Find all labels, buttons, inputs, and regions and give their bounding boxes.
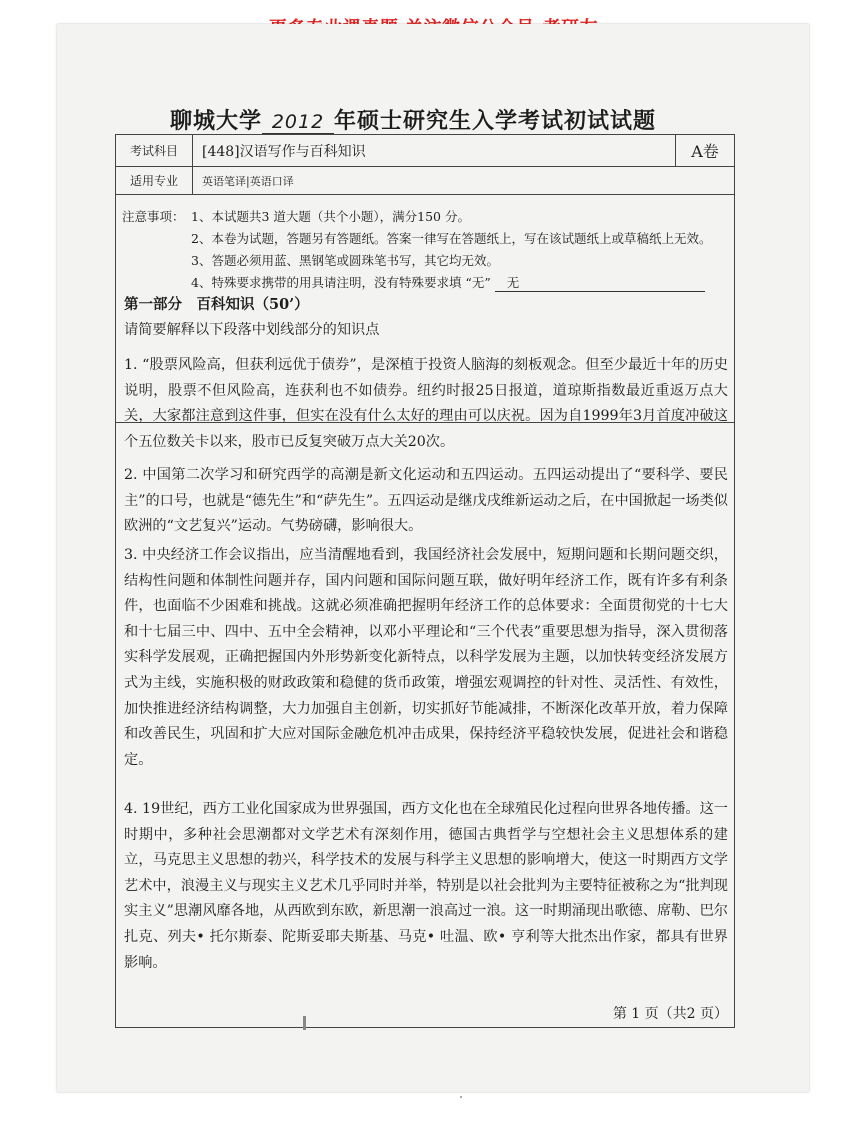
scan-speck: [460, 1096, 462, 1098]
major-label: 适用专业: [116, 167, 193, 194]
note-item-text: 4、特殊要求携带的用具请注明，没有特殊要求填 “无”: [191, 275, 491, 290]
fill-blank: 无: [495, 273, 705, 292]
question-paragraph: 2. 中国第二次学习和研究西学的高潮是新文化运动和五四运动。五四运动提出了“要科学、要民主”的口号，也就是“德先生”和“萨先生”。五四运动是继戊戌维新运动之后，在中国掀起一场类似欧洲的“文艺复兴”运动。气势磅礴，影响很大。: [124, 467, 728, 535]
note-item: 1、本试题共3 道大题（共个小题），满分150 分。: [191, 209, 470, 224]
note-item: 2、本卷为试题，答题另有答题纸。答案一律写在答题纸上，写在该试题纸上或草稿纸上无效。: [191, 231, 712, 246]
question-paragraph: 1. “股票风险高，但获利远优于债券”，是深植于投资人脑海的刻板观念。但至少最近十年的历史说明，股票不但风险高，连获利也不如债券。纽约时报25日报道，道琼斯指数最近重返万点大关，大家都注意到这件事，但实在没有什么太好的理由可以庆祝。因为自1999年3月首度冲破这个五位数关卡以来，股市已反复突破万点大关20次。: [124, 357, 728, 450]
major-row: [116, 167, 734, 195]
title-prefix: 聊城大学: [170, 108, 263, 134]
question-paragraph: 4. 19世纪，西方工业化国家成为世界强国，西方文化也在全球殖民化过程向世界各地传播。这一时期中，多种社会思潮都对文学艺术有深刻作用，德国古典哲学与空想社会主义思想体系的建立，马克思主义思想的勃兴，科学技术的发展与科学主义思想的影响增大，使这一时期西方文学艺术中，浪漫主义与现实主义艺术几乎同时并举，特别是以社会批判为主要特征被称之为“批判现实主义”思潮风靡各地，从西欧到东欧，新思潮一浪高过一浪。这一时期涌现出歌德、席勒、巴尔扎克、列夫• 托尔斯泰、陀斯妥耶夫斯基、马克• 吐温、欧• 亨利等大批杰出作家，都具有世界影响。: [124, 801, 728, 971]
note-item: 3、答题必须用蓝、黑钢笔或圆珠笔书写，其它均无效。: [191, 253, 499, 268]
exam-frame: [115, 134, 735, 1028]
major-value: 英语笔译|英语口译: [202, 174, 294, 188]
exam-title: [170, 104, 730, 135]
version-badge: A卷: [675, 135, 734, 166]
subject-row: [116, 135, 734, 167]
subject-value: [448]汉语写作与百科知识: [202, 143, 366, 160]
question-paragraph: 3. 中央经济工作会议指出，应当清醒地看到，我国经济社会发展中，短期问题和长期问题交织，结构性问题和体制性问题并存，国内问题和国际问题互联，做好明年经济工作，既有许多有利条件，也面临不少困难和挑战。这就必须准确把握明年经济工作的总体要求：全面贯彻党的十七大和十七届三中、四中、五中全会精神，以邓小平理论和“三个代表”重要思想为指导，深入贯彻落实科学发展观，正确把握国内外形势新变化新特点，以科学发展为主题，以加快转变经济发展方式为主线，实施积极的财政政策和稳健的货币政策，增强宏观调控的针对性、灵活性、有效性，加快推进经济结构调整，大力加强自主创新，切实抓好节能减排，不断深化改革开放，着力保障和改善民生，巩固和扩大应对国际金融危机冲击成果，保持经济平稳较快发展，促进社会和谐稳定。: [124, 547, 728, 768]
subject-label: 考试科目: [116, 135, 193, 166]
section-title: 第一部分 百科知识（50’）: [124, 296, 309, 313]
exam-year: 2012: [262, 111, 334, 134]
note-item-special: [191, 273, 705, 292]
page-number: 第 1 页（共2 页）: [612, 1006, 728, 1022]
notes-label: 注意事项：: [122, 209, 185, 224]
section-instruction: 请简要解释以下段落中划线部分的知识点: [124, 322, 380, 338]
title-suffix: 年硕士研究生入学考试初试试题: [334, 108, 657, 134]
